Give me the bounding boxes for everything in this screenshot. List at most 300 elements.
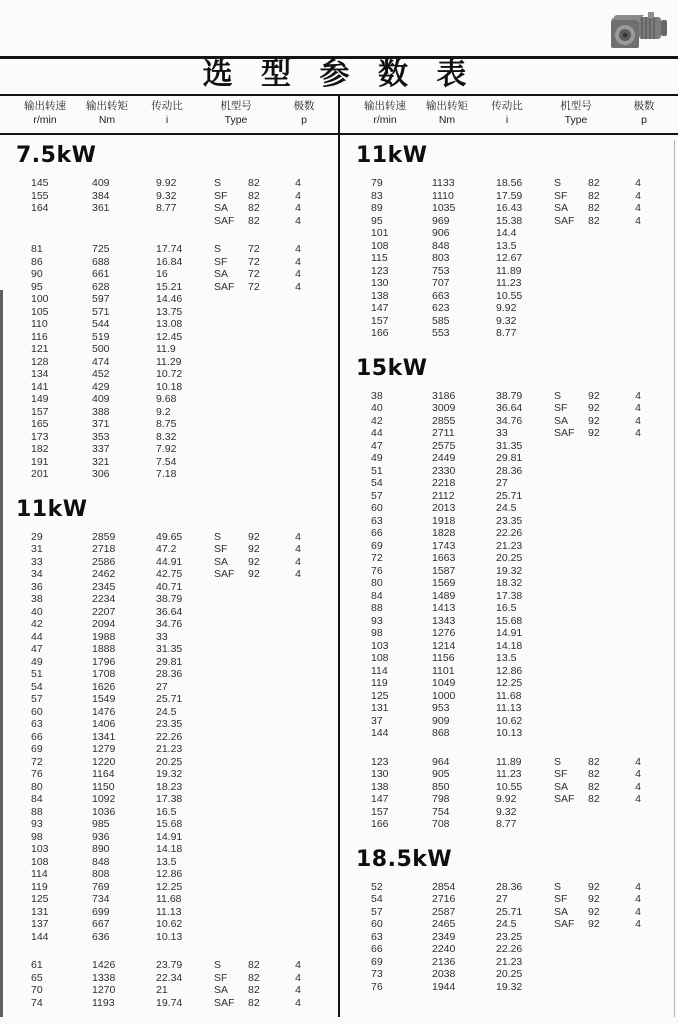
torque-cell: 850	[432, 780, 450, 793]
ratio-cell: 11.68	[156, 893, 182, 905]
torque-cell: 1569	[432, 577, 456, 589]
table-row	[0, 806, 338, 819]
type-prefix-cell	[554, 956, 588, 969]
table-row	[0, 856, 338, 869]
table-row	[0, 406, 338, 419]
header-torque: 输出转矩 Nm	[426, 100, 468, 126]
torque-cell: 2716	[432, 893, 456, 905]
header-ratio: 传动比 i	[491, 100, 523, 126]
ratio-cell: 14.18	[156, 843, 183, 855]
table-row	[0, 593, 338, 606]
type-prefix-cell: S	[554, 880, 562, 893]
ratio-cell: 15.68	[156, 818, 183, 830]
poles-cell	[278, 918, 318, 931]
torque-cell: 2234	[92, 593, 116, 605]
ratio-cell: 10.13	[496, 727, 523, 739]
poles-cell	[278, 431, 318, 444]
ratio-cell: 14.91	[156, 830, 183, 843]
speed-cell: 108	[31, 855, 49, 868]
ratio-cell: 38.79	[496, 389, 523, 402]
table-row	[0, 893, 338, 906]
type-prefix-cell	[214, 393, 248, 406]
torque-cell: 1049	[432, 677, 456, 689]
speed-cell: 42	[31, 618, 43, 630]
type-prefix-cell	[214, 581, 248, 594]
torque-cell: 848	[92, 855, 110, 868]
table-row	[0, 202, 338, 215]
table-row	[340, 577, 678, 590]
section-title: 15kW	[356, 355, 428, 381]
ratio-cell: 40.71	[156, 580, 183, 593]
type-size-cell	[248, 368, 278, 381]
table-row	[340, 190, 678, 203]
speed-cell: 88	[31, 805, 43, 818]
type-size-cell	[248, 306, 278, 319]
type-prefix-cell	[214, 306, 248, 319]
torque-cell: 2038	[432, 968, 456, 980]
type-prefix-cell	[554, 327, 588, 340]
poles-cell	[618, 565, 658, 578]
speed-cell: 105	[31, 305, 49, 318]
poles-cell	[278, 893, 318, 906]
table-row	[340, 490, 678, 503]
type-prefix-cell	[554, 290, 588, 303]
type-prefix-cell	[214, 893, 248, 906]
speed-cell: 103	[371, 639, 389, 652]
table-row	[0, 456, 338, 469]
speed-cell: 119	[371, 677, 388, 689]
page-title: 选 型 参 数 表	[202, 57, 476, 92]
table-row	[0, 393, 338, 406]
table-row	[340, 302, 678, 315]
ratio-cell: 28.36	[496, 464, 523, 477]
type-size-cell: 92	[248, 530, 260, 543]
poles-cell	[278, 831, 318, 844]
ratio-cell: 9.32	[496, 314, 517, 327]
type-size-cell	[248, 781, 278, 794]
type-prefix-cell	[214, 781, 248, 794]
poles-cell: 4	[635, 202, 641, 214]
type-prefix-cell	[554, 315, 588, 328]
type-size-cell: 82	[588, 189, 600, 202]
type-prefix-cell: S	[214, 243, 222, 255]
poles-cell	[278, 781, 318, 794]
torque-cell: 2855	[432, 414, 456, 427]
speed-cell: 40	[31, 605, 43, 618]
type-size-cell: 82	[248, 959, 260, 971]
table-row	[0, 972, 338, 985]
type-prefix-cell: SAF	[214, 996, 235, 1009]
table-row	[340, 665, 678, 678]
speed-cell: 201	[31, 468, 49, 480]
poles-cell	[278, 743, 318, 756]
torque-cell: 1828	[432, 527, 456, 539]
torque-cell: 306	[92, 468, 110, 480]
ratio-cell: 29.81	[156, 655, 183, 668]
table-row	[340, 265, 678, 278]
type-size-cell	[588, 806, 618, 819]
torque-cell: 985	[92, 818, 110, 830]
type-size-cell	[588, 327, 618, 340]
speed-cell: 57	[31, 693, 43, 705]
torque-cell: 1220	[92, 755, 116, 768]
ratio-cell: 10.72	[156, 368, 183, 380]
speed-cell: 40	[371, 402, 383, 414]
type-prefix-cell	[554, 818, 588, 831]
type-size-cell: 92	[588, 905, 600, 918]
type-prefix-cell	[214, 906, 248, 919]
type-prefix-cell	[214, 918, 248, 931]
type-size-cell	[248, 618, 278, 631]
ratio-cell: 18.56	[496, 177, 523, 189]
poles-cell	[618, 277, 658, 290]
speed-cell: 121	[31, 343, 49, 355]
table-row	[0, 431, 338, 444]
data-block	[340, 756, 678, 831]
type-prefix-cell	[554, 727, 588, 740]
type-size-cell	[248, 731, 278, 744]
poles-cell: 4	[295, 555, 301, 568]
poles-cell	[618, 290, 658, 303]
torque-cell: 1092	[92, 793, 116, 805]
speed-cell: 69	[31, 743, 43, 755]
ratio-cell: 38.79	[156, 593, 183, 605]
type-size-cell	[248, 443, 278, 456]
type-size-cell: 92	[248, 543, 260, 555]
type-size-cell	[588, 515, 618, 528]
poles-cell: 4	[635, 414, 641, 427]
torque-cell: 708	[432, 818, 450, 830]
table-row	[340, 402, 678, 415]
table-row	[0, 706, 338, 719]
data-block	[0, 531, 338, 944]
ratio-cell: 12.86	[496, 664, 523, 677]
torque-cell: 725	[92, 243, 110, 255]
torque-cell: 890	[92, 843, 110, 855]
type-prefix-cell: SAF	[214, 568, 235, 580]
type-prefix-cell	[554, 590, 588, 603]
table-row	[340, 177, 678, 190]
speed-cell: 86	[31, 255, 43, 268]
speed-cell: 34	[31, 568, 43, 580]
table-row	[0, 281, 338, 294]
type-size-cell: 92	[588, 402, 600, 414]
ratio-cell: 7.18	[156, 468, 177, 480]
speed-cell: 76	[371, 564, 383, 577]
speed-cell: 134	[31, 368, 49, 380]
type-size-cell	[248, 768, 278, 781]
poles-cell	[278, 756, 318, 769]
type-size-cell: 92	[588, 427, 600, 439]
type-size-cell	[588, 615, 618, 628]
speed-cell: 138	[371, 780, 389, 793]
table-row	[0, 631, 338, 644]
speed-cell: 98	[371, 627, 383, 639]
speed-cell: 147	[371, 793, 389, 805]
speed-cell: 83	[371, 189, 383, 202]
type-prefix-cell	[214, 593, 248, 606]
ratio-cell: 13.5	[496, 652, 517, 664]
table-row	[340, 215, 678, 228]
type-prefix-cell	[554, 440, 588, 453]
type-size-cell	[588, 818, 618, 831]
header-poles: 极数 p	[633, 100, 655, 126]
torque-cell: 628	[92, 280, 110, 293]
speed-cell: 131	[31, 905, 49, 918]
type-size-cell	[248, 656, 278, 669]
torque-cell: 1626	[92, 680, 116, 693]
data-block	[0, 959, 338, 1009]
speed-cell: 123	[371, 264, 389, 277]
speed-cell: 63	[31, 718, 43, 730]
type-size-cell	[588, 943, 618, 956]
type-prefix-cell: SA	[214, 268, 229, 280]
type-prefix-cell	[554, 252, 588, 265]
type-size-cell	[248, 718, 278, 731]
table-row	[340, 956, 678, 969]
speed-cell: 51	[371, 464, 383, 477]
torque-cell: 754	[432, 805, 450, 818]
torque-cell: 1341	[92, 730, 116, 743]
table-row	[0, 381, 338, 394]
speed-cell: 138	[371, 289, 389, 302]
ratio-cell: 7.54	[156, 455, 177, 468]
ratio-cell: 44.91	[156, 555, 183, 568]
poles-cell	[618, 727, 658, 740]
speed-cell: 61	[31, 959, 43, 971]
torque-cell: 1164	[92, 768, 115, 780]
type-size-cell	[588, 227, 618, 240]
ratio-cell: 11.23	[496, 768, 522, 780]
table-row	[340, 793, 678, 806]
type-prefix-cell	[554, 302, 588, 315]
ratio-cell: 10.62	[496, 714, 523, 727]
type-size-cell	[588, 290, 618, 303]
ratio-cell: 19.32	[496, 980, 523, 993]
torque-cell: 1000	[432, 689, 456, 702]
table-row	[0, 906, 338, 919]
type-size-cell	[248, 606, 278, 619]
poles-cell	[618, 665, 658, 678]
type-prefix-cell	[554, 602, 588, 615]
table-row	[0, 997, 338, 1010]
type-prefix-cell	[214, 656, 248, 669]
torque-cell: 2854	[432, 880, 456, 893]
torque-cell: 2711	[432, 427, 455, 439]
speed-cell: 128	[31, 355, 49, 368]
ratio-cell: 23.35	[496, 514, 523, 527]
ratio-cell: 19.74	[156, 996, 183, 1009]
type-size-cell	[248, 818, 278, 831]
type-prefix-cell	[554, 465, 588, 478]
poles-cell	[278, 793, 318, 806]
speed-cell: 137	[31, 918, 49, 930]
torque-cell: 2449	[432, 452, 456, 464]
poles-cell: 4	[635, 905, 641, 918]
type-size-cell	[248, 431, 278, 444]
type-size-cell	[248, 643, 278, 656]
poles-cell	[278, 468, 318, 481]
torque-cell: 1489	[432, 589, 456, 602]
torque-cell: 1888	[92, 643, 116, 655]
torque-cell: 429	[92, 380, 110, 393]
table-row	[0, 643, 338, 656]
torque-cell: 1476	[92, 705, 116, 718]
poles-cell	[618, 715, 658, 728]
type-prefix-cell	[214, 843, 248, 856]
type-size-cell: 82	[588, 780, 600, 793]
speed-cell: 37	[371, 714, 383, 727]
speed-cell: 66	[371, 943, 383, 955]
speed-cell: 100	[31, 293, 49, 305]
ratio-cell: 11.13	[496, 702, 522, 714]
ratio-cell: 10.18	[156, 380, 183, 393]
speed-cell: 63	[371, 514, 383, 527]
speed-cell: 108	[371, 652, 389, 664]
type-prefix-cell	[554, 665, 588, 678]
table-row	[0, 843, 338, 856]
torque-cell: 905	[432, 768, 450, 780]
table-row	[340, 565, 678, 578]
ratio-cell: 29.81	[496, 452, 523, 464]
table-row	[0, 343, 338, 356]
poles-cell	[618, 490, 658, 503]
type-prefix-cell: SF	[214, 189, 228, 202]
ratio-cell: 28.36	[156, 668, 183, 680]
speed-cell: 90	[31, 268, 43, 280]
speed-cell: 73	[371, 968, 383, 980]
ratio-cell: 8.32	[156, 430, 177, 443]
speed-cell: 79	[371, 177, 383, 189]
torque-cell: 3009	[432, 402, 456, 414]
torque-cell: 2718	[92, 543, 116, 555]
ratio-cell: 8.77	[496, 327, 517, 339]
torque-cell: 636	[92, 930, 110, 943]
speed-cell: 144	[31, 930, 49, 943]
type-prefix-cell: SA	[214, 202, 229, 214]
type-prefix-cell	[554, 943, 588, 956]
type-size-cell	[588, 702, 618, 715]
ratio-cell: 11.68	[496, 689, 522, 702]
speed-cell: 54	[31, 680, 43, 693]
type-size-cell	[248, 456, 278, 469]
torque-cell: 1413	[432, 602, 456, 614]
data-block	[340, 881, 678, 994]
table-row	[340, 515, 678, 528]
type-size-cell	[248, 693, 278, 706]
ratio-cell: 49.65	[156, 530, 183, 543]
torque-cell: 2207	[92, 605, 116, 618]
table-row	[340, 440, 678, 453]
speed-cell: 157	[371, 805, 389, 818]
ratio-cell: 14.18	[496, 639, 523, 652]
speed-cell	[31, 215, 92, 228]
poles-cell: 4	[635, 189, 641, 202]
type-prefix-cell	[214, 331, 248, 344]
table-row	[340, 240, 678, 253]
torque-cell: 969	[432, 214, 450, 227]
torque-cell: 663	[432, 289, 450, 302]
poles-cell	[278, 731, 318, 744]
poles-cell: 4	[295, 530, 301, 543]
torque-cell: 667	[92, 918, 110, 930]
speed-cell: 51	[31, 668, 43, 680]
ratio-cell: 20.25	[496, 968, 523, 980]
type-prefix-cell	[554, 931, 588, 944]
speed-cell: 157	[371, 314, 389, 327]
table-row	[340, 715, 678, 728]
type-size-cell: 92	[588, 414, 600, 427]
poles-cell	[278, 418, 318, 431]
type-size-cell	[248, 418, 278, 431]
torque-cell: 1193	[92, 996, 115, 1009]
poles-cell	[278, 456, 318, 469]
type-size-cell	[248, 631, 278, 644]
type-size-cell	[248, 906, 278, 919]
type-prefix-cell	[214, 756, 248, 769]
type-size-cell	[588, 527, 618, 540]
poles-cell	[618, 465, 658, 478]
type-prefix-cell	[214, 293, 248, 306]
speed-cell: 72	[371, 552, 383, 564]
poles-cell	[278, 818, 318, 831]
ratio-cell: 12.25	[156, 880, 183, 893]
table-row	[0, 215, 338, 228]
ratio-cell: 42.75	[156, 568, 183, 580]
type-prefix-cell: SA	[554, 414, 569, 427]
torque-cell: 964	[432, 755, 450, 768]
type-size-cell	[248, 343, 278, 356]
type-size-cell: 92	[248, 555, 260, 568]
type-prefix-cell: S	[554, 389, 562, 402]
ratio-cell: 8.77	[156, 202, 177, 214]
torque-cell: 734	[92, 893, 110, 905]
poles-cell: 4	[635, 780, 641, 793]
speed-cell: 54	[371, 893, 383, 905]
table-row	[0, 881, 338, 894]
ratio-cell: 11.9	[156, 343, 176, 355]
type-prefix-cell	[214, 706, 248, 719]
column-headers-left	[0, 99, 338, 127]
type-prefix-cell	[554, 627, 588, 640]
type-size-cell	[588, 477, 618, 490]
table-row	[0, 543, 338, 556]
poles-cell	[618, 515, 658, 528]
table-row	[0, 293, 338, 306]
speed-cell: 60	[371, 918, 383, 930]
table-row	[340, 893, 678, 906]
speed-cell: 80	[31, 780, 43, 793]
table-row	[340, 806, 678, 819]
type-prefix-cell: SF	[214, 255, 228, 268]
torque-cell: 500	[92, 343, 110, 355]
ratio-cell: 21.23	[496, 955, 523, 968]
table-row	[340, 590, 678, 603]
type-prefix-cell	[554, 715, 588, 728]
speed-cell: 101	[371, 227, 389, 239]
table-row	[0, 668, 338, 681]
table-row	[0, 331, 338, 344]
type-size-cell: 82	[588, 202, 600, 214]
poles-cell: 4	[635, 402, 641, 414]
type-size-cell	[588, 727, 618, 740]
torque-cell: 2112	[432, 489, 455, 502]
type-prefix-cell	[554, 227, 588, 240]
speed-cell: 54	[371, 477, 383, 489]
ratio-cell: 16.84	[156, 255, 183, 268]
poles-cell	[278, 331, 318, 344]
speed-cell: 60	[31, 705, 43, 718]
